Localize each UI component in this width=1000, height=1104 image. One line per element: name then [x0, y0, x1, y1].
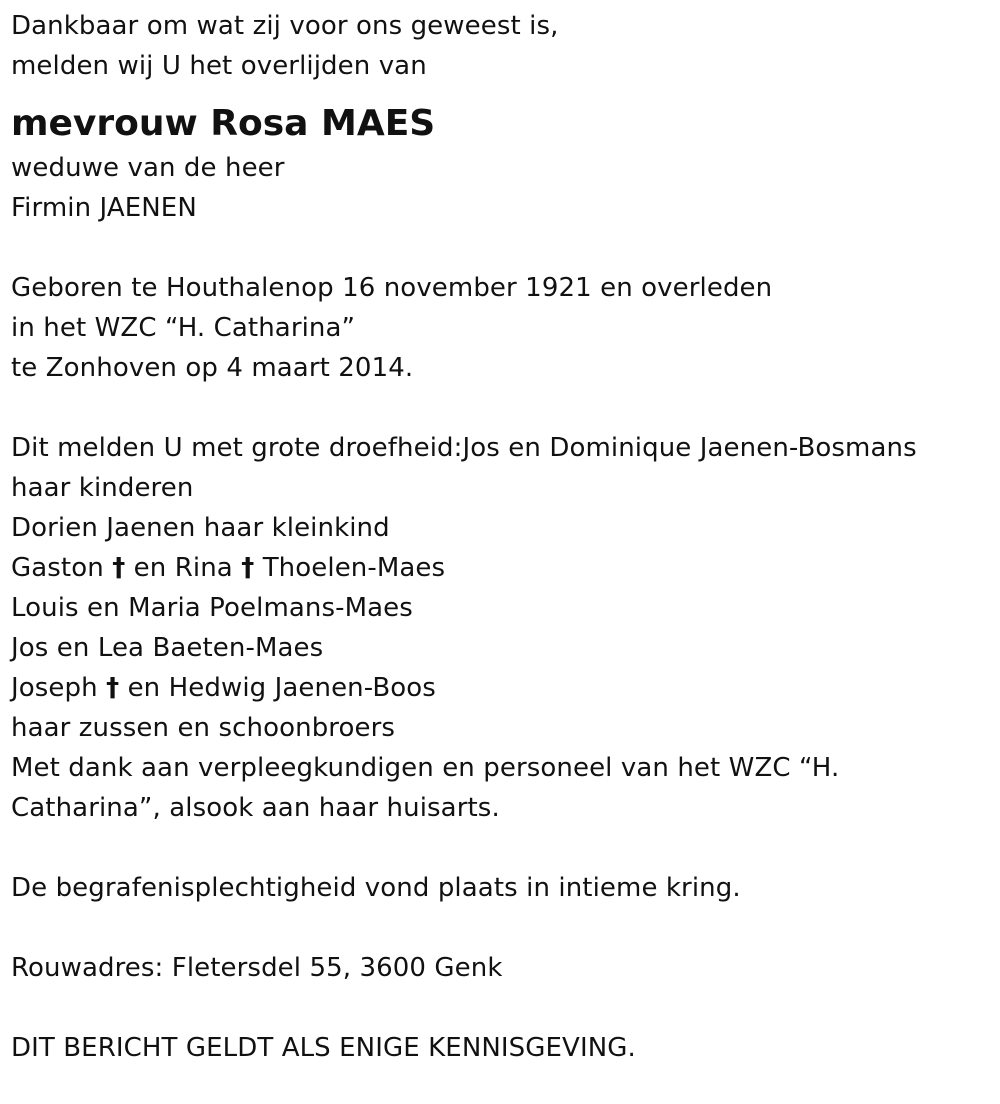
sibling-line-jaenen — [11, 668, 986, 708]
cross-icon: † — [112, 553, 126, 583]
widow-line: weduwe van de heer — [11, 153, 285, 183]
spacer — [11, 388, 986, 428]
sibling-line-baeten: Jos en Lea Baeten-Maes — [11, 633, 324, 663]
deceased-name: mevrouw Rosa MAES — [11, 103, 436, 144]
address-line: Rouwadres: Fletersdel 55, 3600 Genk — [11, 953, 503, 983]
family-intro-line: Dit melden U met grote droefheid:Jos en Dominique Jaenen-Bosmans — [11, 433, 917, 463]
spacer — [11, 228, 986, 268]
hedwig-name: en Hedwig Jaenen-Boos — [127, 673, 436, 703]
sibling-line-thoelen — [11, 548, 986, 588]
funeral-line: De begrafenisplechtigheid vond plaats in intieme kring. — [11, 873, 741, 903]
death-place-line: in het WZC “H. Catharina” — [11, 313, 356, 343]
grandchild-line: Dorien Jaenen haar kleinkind — [11, 513, 390, 543]
spacer — [11, 908, 986, 948]
thoelen-name: Thoelen-Maes — [262, 553, 446, 583]
thanks-line-2: Catharina”, alsook aan haar huisarts. — [11, 793, 500, 823]
cross-icon: † — [241, 553, 255, 583]
intro-line-2: melden wij U het overlijden van — [11, 51, 427, 81]
death-date-line: te Zonhoven op 4 maart 2014. — [11, 353, 414, 383]
joseph-name: Joseph — [11, 673, 98, 703]
spacer — [11, 828, 986, 868]
death-notice — [11, 6, 986, 1068]
en-word: en — [133, 553, 167, 583]
rina-name: Rina — [174, 553, 233, 583]
spacer — [11, 988, 986, 1028]
notice-line: DIT BERICHT GELDT ALS ENIGE KENNISGEVING. — [11, 1033, 636, 1063]
intro-line-1: Dankbaar om wat zij voor ons geweest is, — [11, 11, 559, 41]
birth-line: Geboren te Houthalenop 16 november 1921 en overleden — [11, 273, 773, 303]
children-label: haar kinderen — [11, 473, 194, 503]
sibling-line-poelmans: Louis en Maria Poelmans-Maes — [11, 593, 413, 623]
husband-name: Firmin JAENEN — [11, 193, 197, 223]
cross-icon: † — [106, 673, 120, 703]
gaston-name: Gaston — [11, 553, 104, 583]
siblings-label: haar zussen en schoonbroers — [11, 713, 396, 743]
thanks-line-1: Met dank aan verpleegkundigen en personeel van het WZC “H. — [11, 753, 840, 783]
